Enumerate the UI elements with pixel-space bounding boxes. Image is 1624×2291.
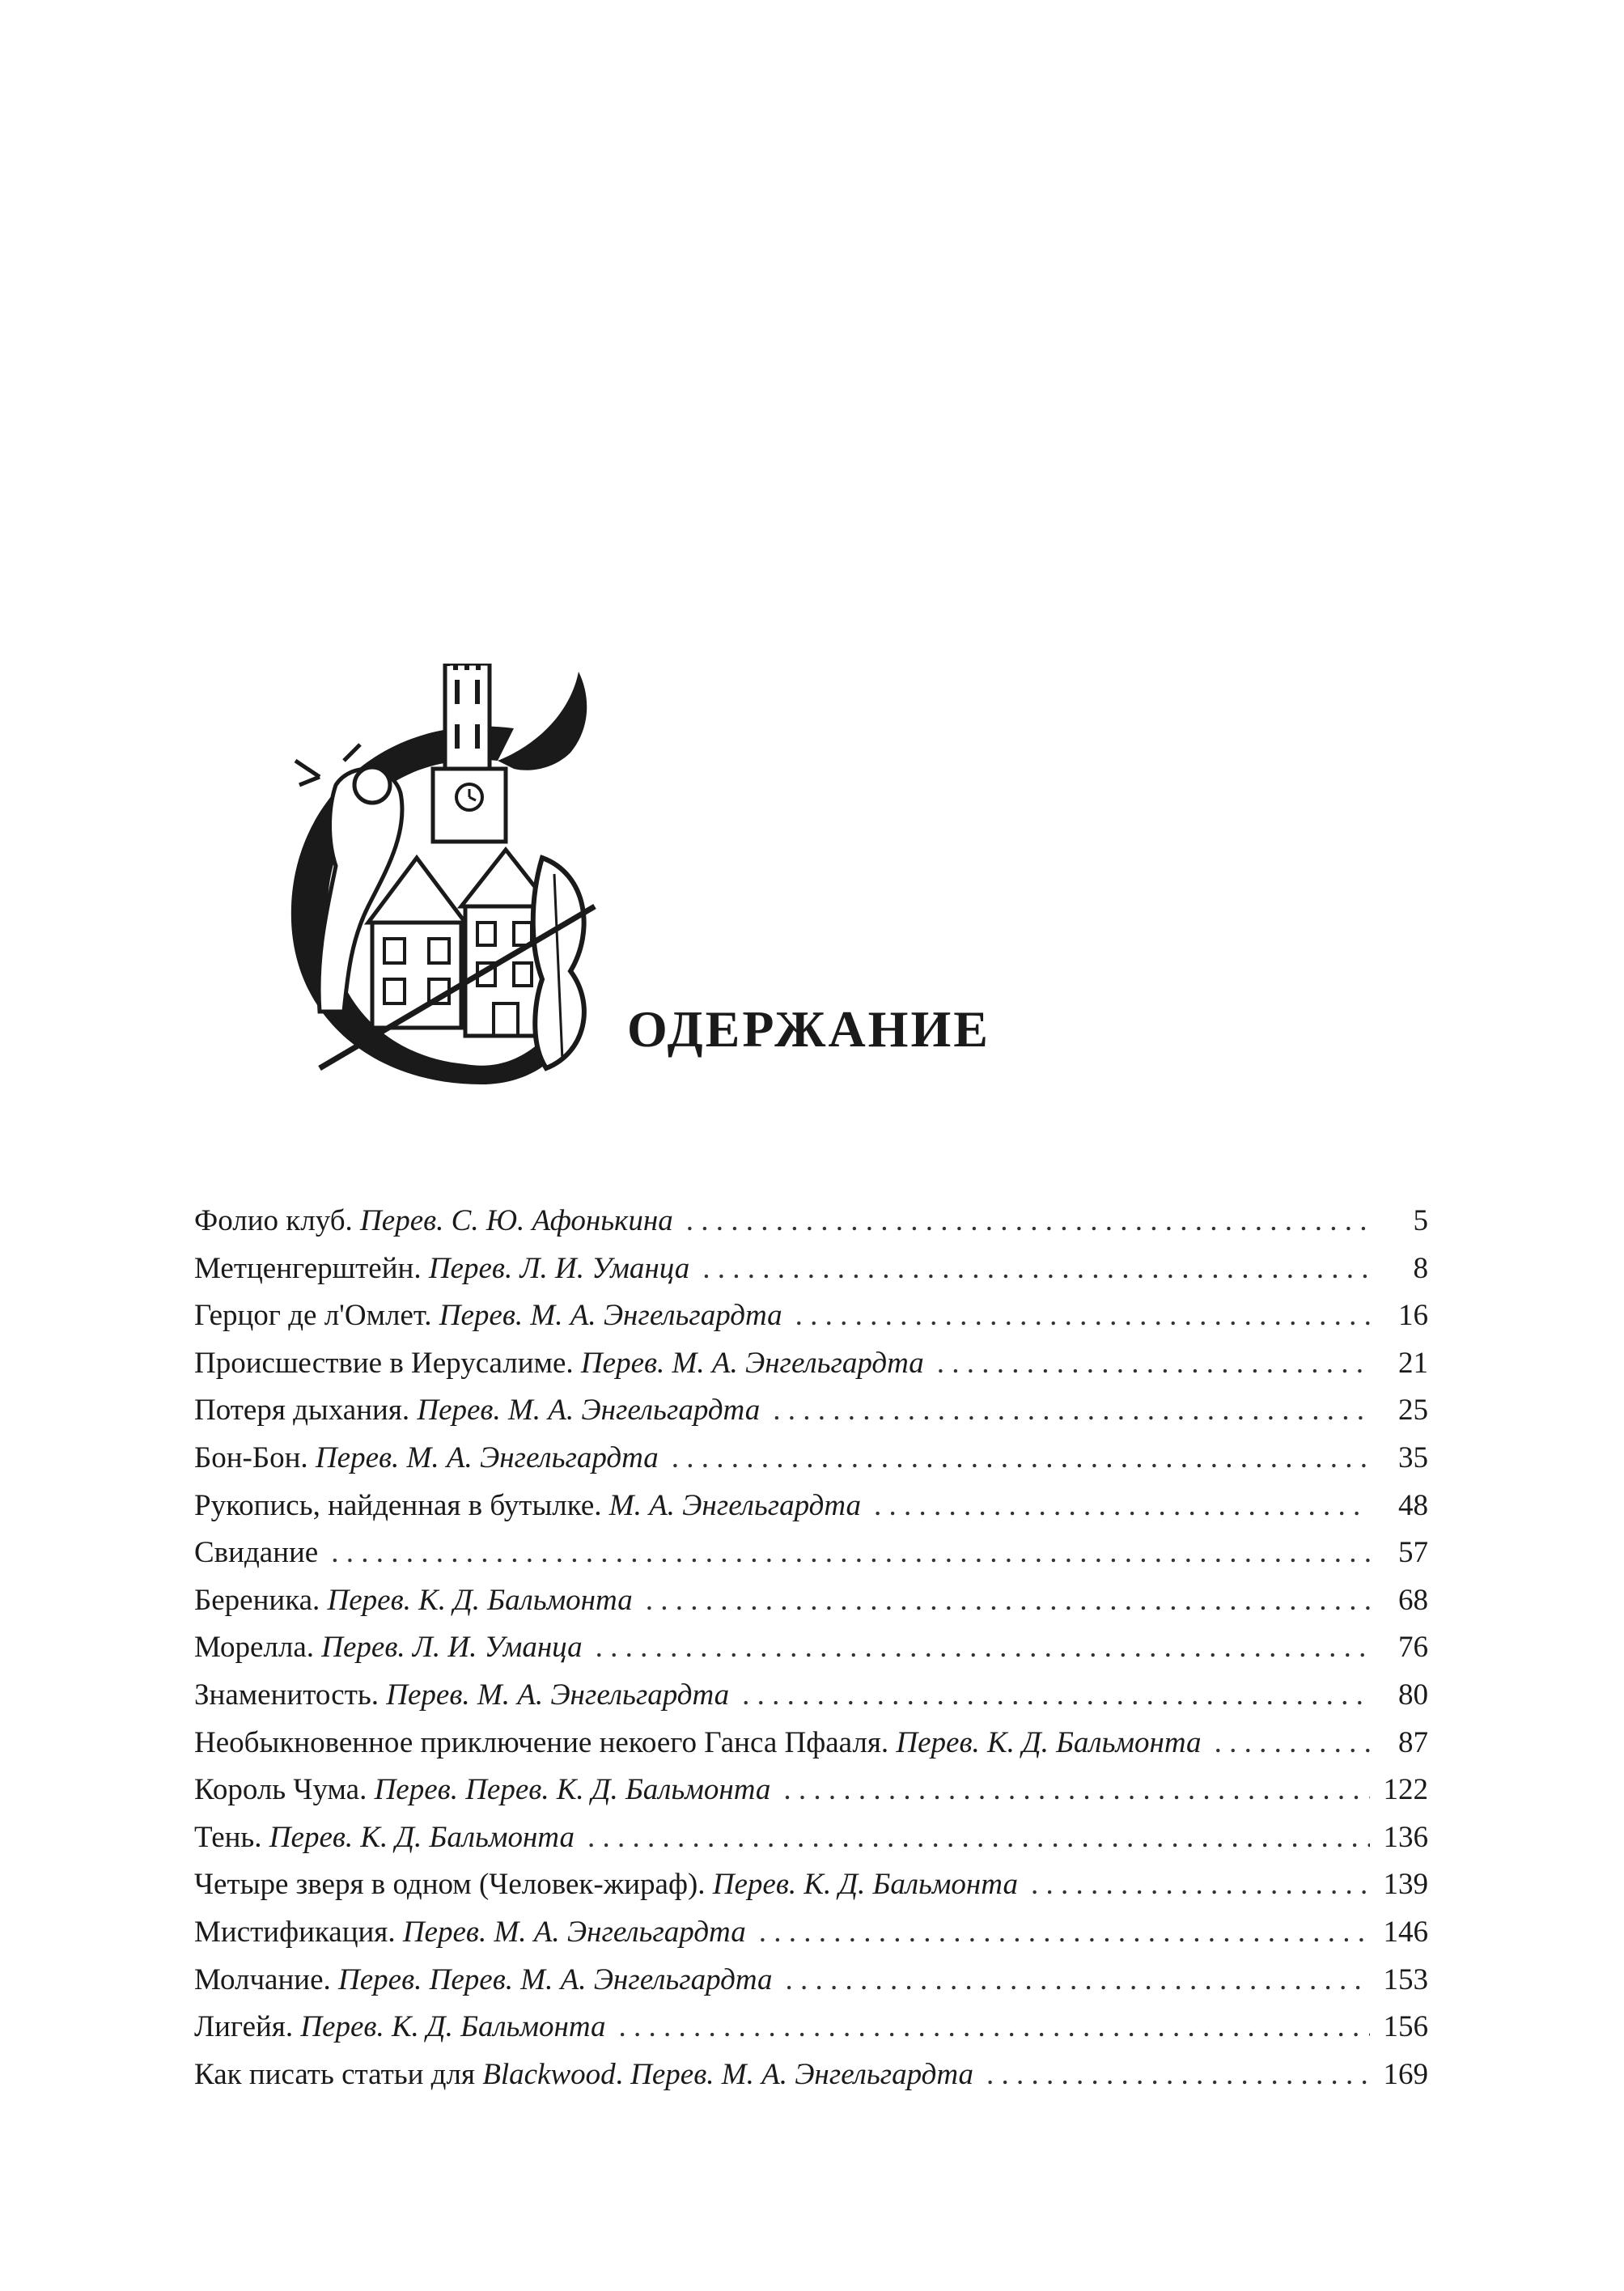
entry-title <box>194 1292 782 1340</box>
toc-entry <box>194 1245 1428 1293</box>
entry-title <box>194 1198 673 1245</box>
entry-title-text: Герцог де л'Омлет. <box>194 1299 432 1333</box>
toc-entry <box>194 1435 1428 1483</box>
entry-title <box>194 2004 606 2051</box>
entry-page-number: 169 <box>1383 2057 1428 2091</box>
entry-title <box>194 1672 729 1720</box>
entry-translator: Перев. К. Д. Бальмонта <box>327 1583 633 1617</box>
entry-title <box>194 1814 575 1862</box>
drop-cap-svg <box>271 664 619 1101</box>
toc-entry <box>194 1387 1428 1435</box>
dot-leader <box>759 1909 1370 1957</box>
dot-leader <box>646 1577 1370 1625</box>
entry-title <box>194 1529 318 1577</box>
entry-translator: Перев. М. А. Энгельгардта <box>630 2057 974 2091</box>
entry-title <box>194 1483 861 1530</box>
entry-title-text: Мистификация. <box>194 1915 396 1949</box>
entry-title <box>194 1340 924 1388</box>
entry-title <box>194 1909 746 1957</box>
dot-leader <box>742 1672 1370 1720</box>
toc-entry <box>194 2004 1428 2051</box>
dot-leader <box>686 1198 1370 1245</box>
entry-page-number: 80 <box>1398 1678 1428 1712</box>
toc-entry <box>194 1340 1428 1388</box>
entry-page-number: 25 <box>1398 1394 1428 1428</box>
entry-title <box>194 1767 770 1814</box>
entry-translator: Перев. М. А. Энгельгардта <box>386 1678 730 1712</box>
entry-translator: М. А. Энгельгардта <box>608 1488 861 1522</box>
entry-translator: Перев. М. А. Энгельгардта <box>417 1394 761 1428</box>
entry-title-text: Молчание. <box>194 1962 331 1996</box>
dot-leader <box>874 1483 1370 1530</box>
entry-translator: Перев. С. Ю. Афонькина <box>360 1204 673 1237</box>
toc-entry <box>194 2051 1428 2099</box>
entry-page-number: 8 <box>1413 1251 1428 1285</box>
entry-page-number: 16 <box>1398 1299 1428 1333</box>
entry-title <box>194 1387 760 1435</box>
entry-page-number: 57 <box>1398 1536 1428 1570</box>
entry-title <box>194 1577 633 1625</box>
toc-entry <box>194 1292 1428 1340</box>
entry-title-text: Потеря дыхания. <box>194 1394 410 1428</box>
dot-leader <box>619 2004 1370 2051</box>
toc-entry <box>194 1624 1428 1672</box>
dot-leader <box>587 1814 1370 1862</box>
entry-title-text: Свидание <box>194 1536 319 1570</box>
entry-translator: Перев. М. А. Энгельгардта <box>402 1915 746 1949</box>
entry-translator: Перев. К. Д. Бальмонта <box>269 1820 575 1854</box>
entry-title <box>194 1861 1018 1909</box>
entry-title-text: Король Чума. <box>194 1773 367 1807</box>
entry-page-number: 122 <box>1383 1773 1428 1807</box>
dot-leader <box>773 1387 1370 1435</box>
entry-page-number: 136 <box>1383 1820 1428 1854</box>
entry-page-number: 68 <box>1398 1583 1428 1617</box>
entry-translator: Перев. Перев. М. А. Энгельгардта <box>338 1962 773 1996</box>
entry-title-text: Морелла. <box>194 1631 314 1665</box>
dot-leader <box>596 1624 1370 1672</box>
dot-leader <box>1215 1720 1370 1767</box>
entry-title-text: Четыре зверя в одном (Человек-жираф). <box>194 1868 706 1902</box>
entry-page-number: 48 <box>1398 1488 1428 1522</box>
dot-leader <box>331 1529 1370 1577</box>
entry-translator: Перев. Л. И. Уманца <box>321 1631 583 1665</box>
entry-title-part: . <box>615 2057 623 2091</box>
drop-cap-letter: С <box>279 1086 285 1095</box>
toc-entry <box>194 1483 1428 1530</box>
drop-cap-illustration <box>271 664 619 1101</box>
tower <box>445 664 490 769</box>
dot-leader <box>937 1340 1370 1388</box>
entry-title <box>194 1245 689 1293</box>
entry-translator: Перев. К. Д. Бальмонта <box>300 2010 606 2044</box>
musician-head <box>354 767 390 803</box>
entry-page-number: 146 <box>1383 1915 1428 1949</box>
entry-translator: Перев. К. Д. Бальмонта <box>712 1868 1018 1902</box>
table-of-contents <box>194 1198 1428 2098</box>
dot-leader <box>1031 1861 1370 1909</box>
entry-title-text: Лигейя. <box>194 2010 294 2044</box>
entry-page-number: 87 <box>1398 1725 1428 1759</box>
entry-title-text: Рукопись, найденная в бутылке. <box>194 1488 602 1522</box>
entry-translator: Перев. М. А. Энгельгардта <box>580 1346 924 1380</box>
entry-translator: Перев. Л. И. Уманца <box>428 1251 690 1285</box>
toc-entry <box>194 1861 1428 1909</box>
entry-translator: Перев. Перев. К. Д. Бальмонта <box>374 1773 771 1807</box>
toc-entry <box>194 1198 1428 1245</box>
entry-title-text: Знаменитость. <box>194 1678 379 1712</box>
entry-title-text: Необыкновенное приключение некоего Ганса Пфааля. <box>194 1725 889 1759</box>
entry-title-text: Метценгерштейн. <box>194 1251 422 1285</box>
entry-title <box>194 1957 773 2005</box>
dot-leader <box>986 2051 1370 2099</box>
entry-title-text: Происшествие в Иерусалиме. <box>194 1346 574 1380</box>
entry-page-number: 35 <box>1398 1440 1428 1474</box>
entry-page-number: 5 <box>1413 1204 1428 1237</box>
entry-title-part: Blackwood <box>482 2057 616 2091</box>
entry-title <box>194 2051 973 2099</box>
entry-page-number: 153 <box>1383 1962 1428 1996</box>
entry-page-number: 139 <box>1383 1868 1428 1902</box>
toc-entry <box>194 1814 1428 1862</box>
entry-title-text: Бон-Бон. <box>194 1440 308 1474</box>
dot-leader <box>786 1957 1370 2005</box>
dot-leader <box>672 1435 1370 1483</box>
letter-c-hook <box>498 672 587 770</box>
entry-page-number: 21 <box>1398 1346 1428 1380</box>
toc-entry <box>194 1957 1428 2005</box>
dot-leader <box>795 1292 1370 1340</box>
entry-translator: Перев. К. Д. Бальмонта <box>896 1725 1202 1759</box>
entry-title <box>194 1720 1202 1767</box>
entry-page-number: 76 <box>1398 1631 1428 1665</box>
entry-title <box>194 1435 659 1483</box>
toc-entry <box>194 1529 1428 1577</box>
dot-leader <box>702 1245 1370 1293</box>
toc-entry <box>194 1909 1428 1957</box>
entry-title-text: Тень. <box>194 1820 262 1854</box>
entry-title-part: Как писать статьи для <box>194 2057 483 2091</box>
dot-leader <box>783 1767 1370 1814</box>
page-title: ОДЕРЖАНИЕ <box>627 1000 990 1058</box>
entry-translator: Перев. М. А. Энгельгардта <box>315 1440 659 1474</box>
entry-title <box>194 1624 583 1672</box>
toc-entry <box>194 1672 1428 1720</box>
toc-entry <box>194 1767 1428 1814</box>
entry-page-number: 156 <box>1383 2010 1428 2044</box>
toc-entry <box>194 1577 1428 1625</box>
entry-translator: Перев. М. А. Энгельгардта <box>439 1299 782 1333</box>
entry-title-text: Береника. <box>194 1583 320 1617</box>
entry-title-text: Фолио клуб. <box>194 1204 353 1237</box>
toc-entry <box>194 1720 1428 1767</box>
